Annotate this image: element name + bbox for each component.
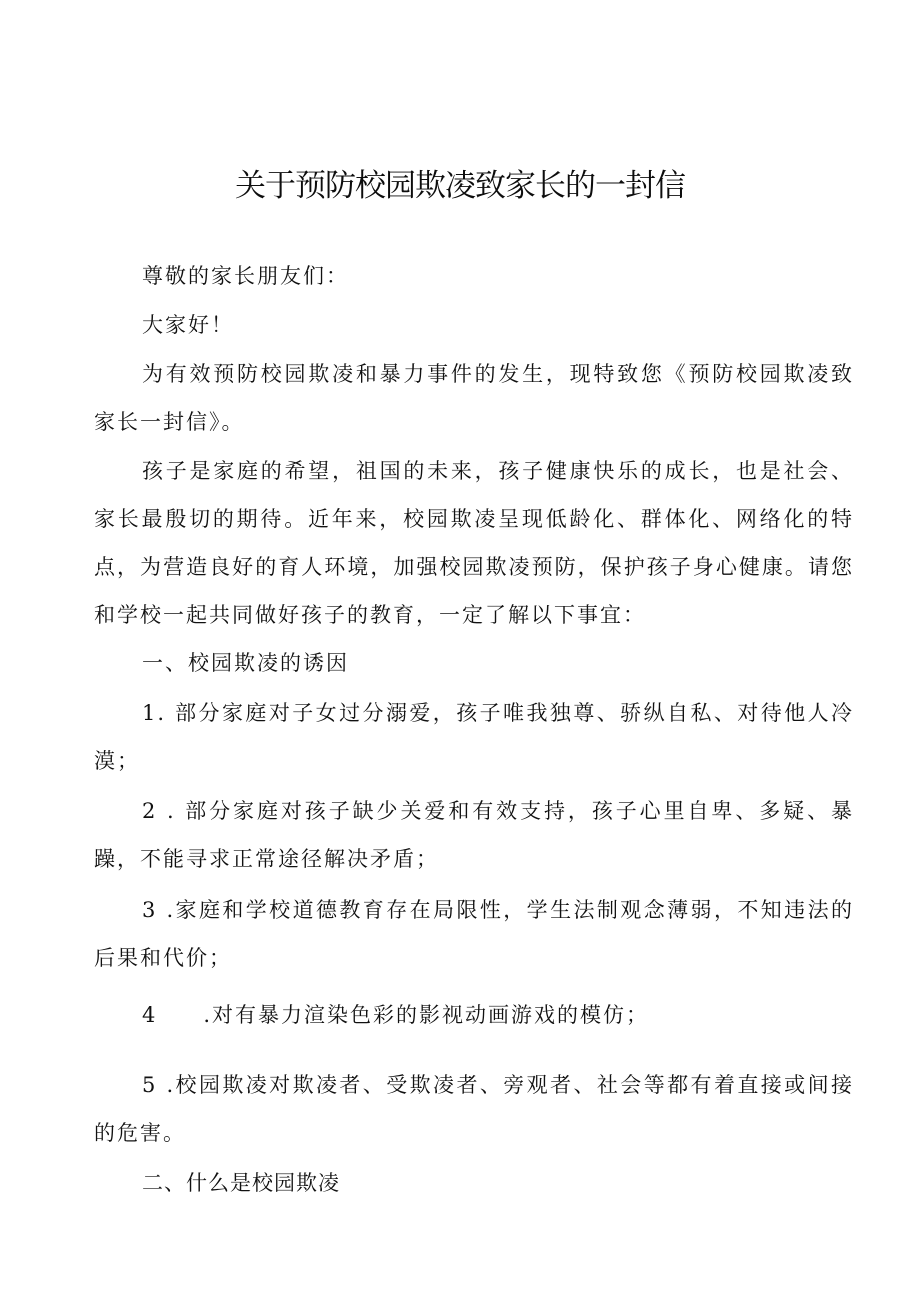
- list-item: 4 .对有暴力渲染色彩的影视动画游戏的模仿；: [142, 1003, 650, 1027]
- salutation: 尊敬的家长朋友们：: [142, 264, 349, 288]
- greeting: 大家好！: [142, 313, 234, 337]
- section1-heading: 一、校园欺凌的诱因: [142, 651, 349, 675]
- list-item: 2 . 部分家庭对孩子缺少关爱和有效支持，孩子心里自卑、多疑、暴躁，不能寻求正常途径解决矛盾；: [94, 799, 854, 871]
- body-paragraph: 孩子是家庭的希望，祖国的未来，孩子健康快乐的成长，也是社会、家长最殷切的期待。近年来，校园欺凌呈现低龄化、群体化、网络化的特点，为营造良好的育人环境，加强校园欺凌预防，保护孩子身心健康。请您和学校一起共同做好孩子的教育，一定了解以下事宜：: [94, 459, 854, 627]
- list-item: 3 .家庭和学校道德教育存在局限性，学生法制观念薄弱，不知违法的后果和代价；: [94, 898, 854, 970]
- list-item: 5 .校园欺凌对欺凌者、受欺凌者、旁观者、社会等都有着直接或间接的危害。: [94, 1073, 854, 1145]
- document-title: 关于预防校园欺凌致家长的一封信: [235, 168, 685, 204]
- intro-paragraph: 为有效预防校园欺凌和暴力事件的发生，现特致您《预防校园欺凌致家长一封信》。: [94, 362, 854, 434]
- list-item: 1. 部分家庭对子女过分溺爱，孩子唯我独尊、骄纵自私、对待他人冷漠；: [94, 701, 854, 773]
- section2-heading: 二、什么是校园欺凌: [142, 1171, 340, 1195]
